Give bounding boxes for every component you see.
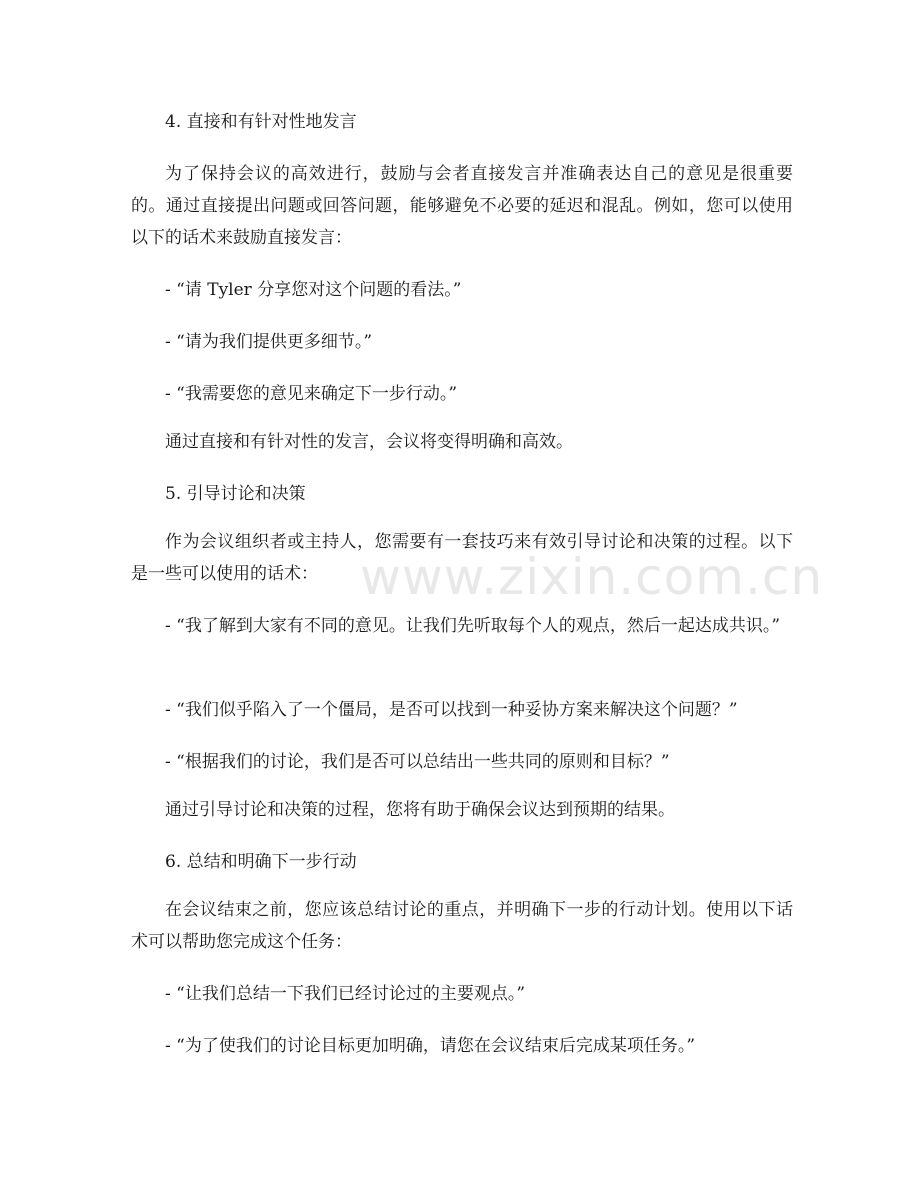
section-5-item-1: - “我了解到大家有不同的意见。让我们先听取每个人的观点，然后一起达成共识。” [165,616,781,636]
section-6-intro: 在会议结束之前，您应该总结讨论的重点，并明确下一步的行动计划。使用以下话术可以帮助您完成这个任务： [131,900,793,952]
section-5-heading: 5. 引导讨论和决策 [165,484,306,504]
section-4-conclusion: 通过直接和有针对性的发言，会议将变得明确和高效。 [165,432,573,452]
section-5-item-3: - “根据我们的讨论，我们是否可以总结出一些共同的原则和目标？” [165,752,670,772]
section-6-item-2: - “为了使我们的讨论目标更加明确，请您在会议结束后完成某项任务。” [165,1036,696,1056]
section-4-item-3: - “我需要您的意见来确定下一步行动。” [165,384,458,404]
section-4-heading: 4. 直接和有针对性地发言 [165,112,357,132]
section-4-item-1: - “请 Tyler 分享您对这个问题的看法。” [165,280,462,300]
section-5-item-2: - “我们似乎陷入了一个僵局，是否可以找到一种妥协方案来解决这个问题？” [165,700,738,720]
section-6-heading: 6. 总结和明确下一步行动 [165,852,357,872]
section-6-item-1: - “让我们总结一下我们已经讨论过的主要观点。” [165,984,526,1004]
section-4-intro: 为了保持会议的高效进行，鼓励与会者直接发言并准确表达自己的意见是很重要的。通过直接提出问题或回答问题，能够避免不必要的延迟和混乱。例如，您可以使用以下的话术来鼓励直接发言： [131,164,793,248]
section-5-conclusion: 通过引导讨论和决策的过程，您将有助于确保会议达到预期的结果。 [165,800,675,820]
section-4-item-2: - “请为我们提供更多细节。” [165,332,373,352]
watermark: www.zixin.com.cn [360,548,824,606]
section-5-intro: 作为会议组织者或主持人，您需要有一套技巧来有效引导讨论和决策的过程。以下是一些可以使用的话术： [131,532,793,584]
